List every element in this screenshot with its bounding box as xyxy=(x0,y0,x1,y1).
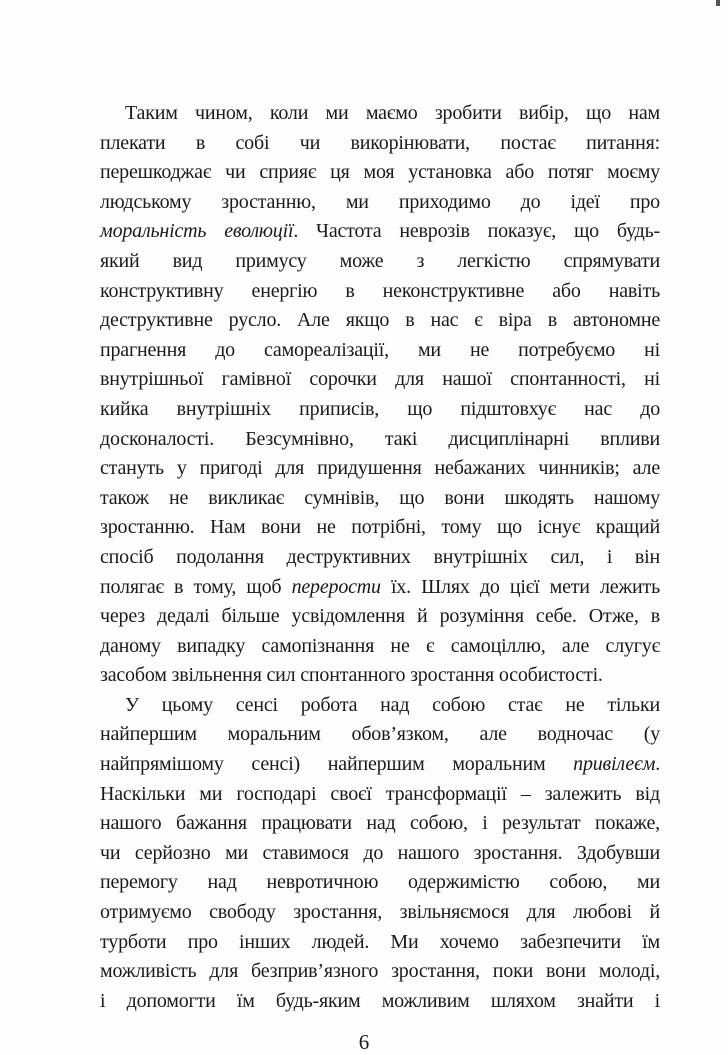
line-content xyxy=(100,750,660,780)
text-segment: зростанню. Нам вони не потрібні, тому що існує кращий xyxy=(100,516,660,539)
text-line xyxy=(100,839,660,869)
text-line xyxy=(100,425,660,455)
line-content xyxy=(100,395,660,425)
text-segment: досконалості. Безсумнівно, такі дисциплінарні впливи xyxy=(100,427,660,450)
text-line xyxy=(100,395,660,425)
line-content xyxy=(100,898,660,928)
text-line xyxy=(100,217,660,247)
body-text xyxy=(100,99,660,1016)
text-line xyxy=(100,987,660,1017)
text-segment: конструктивну енергію в неконструктивне або навіть xyxy=(100,279,660,302)
text-line xyxy=(100,957,660,987)
text-segment: який вид примусу може з легкістю спрямувати xyxy=(100,249,660,272)
text-segment: деструктивне русло. Але якщо в нас є віра в автономне xyxy=(100,309,660,332)
line-content xyxy=(100,425,660,455)
text-segment: і допомогти їм будь-яким можливим шляхом знайти і xyxy=(100,989,660,1012)
line-content xyxy=(100,720,660,750)
text-line xyxy=(100,543,660,573)
line-content xyxy=(100,217,660,247)
line-content xyxy=(100,336,660,366)
text-segment: плекати в собі чи викорінювати, постає питання: xyxy=(100,131,660,154)
text-segment: через дедалі більше усвідомлення й розуміння себе. Отже, в xyxy=(100,605,660,628)
text-line xyxy=(100,809,660,839)
line-content xyxy=(125,691,660,721)
text-line xyxy=(100,188,660,218)
line-content xyxy=(100,661,660,691)
text-line xyxy=(100,484,660,514)
text-line xyxy=(100,720,660,750)
text-line xyxy=(100,602,660,632)
line-content xyxy=(100,543,660,573)
text-line xyxy=(100,868,660,898)
text-segment: перемогу над невротичною одержимістю собою, ми xyxy=(100,871,660,894)
text-line xyxy=(100,661,660,691)
line-content xyxy=(100,987,660,1017)
text-segment: нашого бажання працювати над собою, і результат покаже, xyxy=(100,812,660,835)
text-line xyxy=(100,247,660,277)
paragraph-first-line xyxy=(100,691,660,721)
text-line xyxy=(100,750,660,780)
line-content xyxy=(100,454,660,484)
text-segment: найпершим моральним обов’язком, але водночас (у xyxy=(100,723,660,746)
text-segment: У цьому сенсі робота над собою стає не тільки xyxy=(125,693,660,716)
text-segment: даному випадку самопізнання не є самоціллю, але слугує xyxy=(100,634,660,657)
paragraph-first-line xyxy=(100,99,660,129)
scan-artifact xyxy=(716,0,720,6)
text-segment: найпрямішому сенсі) найпершим моральним xyxy=(100,753,574,776)
text-segment: Наскільки ми господарі своєї трансформації – залежить від xyxy=(100,782,660,805)
text-line xyxy=(100,306,660,336)
text-segment: чи серйозно ми ставимося до нашого зростання. Здобувши xyxy=(100,841,660,864)
line-content xyxy=(100,484,660,514)
line-content xyxy=(100,957,660,987)
text-segment: . xyxy=(655,753,660,776)
text-segment: засобом звільнення сил спонтанного зростання особистості. xyxy=(100,664,603,687)
line-content xyxy=(100,306,660,336)
line-content xyxy=(100,188,660,218)
text-line xyxy=(100,454,660,484)
text-line xyxy=(100,780,660,810)
line-content xyxy=(100,780,660,810)
line-content xyxy=(100,809,660,839)
text-segment: Таким чином, коли ми маємо зробити вибір, що нам xyxy=(125,102,660,124)
text-segment: можливість для безприв’язного зростання, поки вони молоді, xyxy=(100,960,660,983)
line-content xyxy=(100,247,660,277)
text-segment: внутрішньої гамівної сорочки для нашої спонтанності, ні xyxy=(100,368,660,391)
text-segment: прагнення до самореалізації, ми не потребуємо ні xyxy=(100,338,660,361)
text-line xyxy=(100,632,660,662)
text-line xyxy=(100,898,660,928)
text-line xyxy=(100,513,660,543)
text-segment: . Частота неврозів показує, що будь- xyxy=(293,220,660,243)
text-segment: турботи про інших людей. Ми хочемо забезпечити їм xyxy=(100,930,660,953)
text-line xyxy=(100,277,660,307)
line-content xyxy=(100,158,660,188)
text-segment: отримуємо свободу зростання, звільняємося для любові й xyxy=(100,901,660,924)
text-line xyxy=(100,336,660,366)
text-segment: кийка внутрішніх приписів, що підштовхує нас до xyxy=(100,397,660,420)
text-segment: також не викликає сумнівів, що вони шкодять нашому xyxy=(100,486,660,509)
text-segment: стануть у пригоді для придушення небажаних чинників; але xyxy=(100,457,660,480)
line-content xyxy=(100,129,660,159)
line-content xyxy=(100,632,660,662)
line-content xyxy=(100,513,660,543)
text-line xyxy=(100,129,660,159)
text-line xyxy=(100,573,660,603)
text-line xyxy=(100,928,660,958)
line-content xyxy=(100,928,660,958)
page-number: 6 xyxy=(358,1030,370,1054)
italic-emphasis: привілеєм xyxy=(573,753,656,776)
text-segment: їх. Шлях до цієї мети лежить xyxy=(380,575,660,598)
text-segment: спосіб подолання деструктивних внутрішніх сил, і він xyxy=(100,545,660,568)
text-segment: людському зростанню, ми приходимо до ідеї про xyxy=(100,190,660,213)
text-segment: полягає в тому, щоб xyxy=(100,575,292,598)
line-content xyxy=(100,602,660,632)
text-line xyxy=(100,365,660,395)
line-content xyxy=(100,277,660,307)
text-line xyxy=(100,158,660,188)
line-content xyxy=(100,365,660,395)
line-content xyxy=(125,99,660,129)
line-content xyxy=(100,868,660,898)
text-segment: перешкоджає чи сприяє ця моя установка або потяг моєму xyxy=(100,161,660,184)
italic-emphasis: моральність еволюції xyxy=(100,220,294,243)
line-content xyxy=(100,573,660,603)
italic-emphasis: перерости xyxy=(291,575,381,598)
line-content xyxy=(100,839,660,869)
